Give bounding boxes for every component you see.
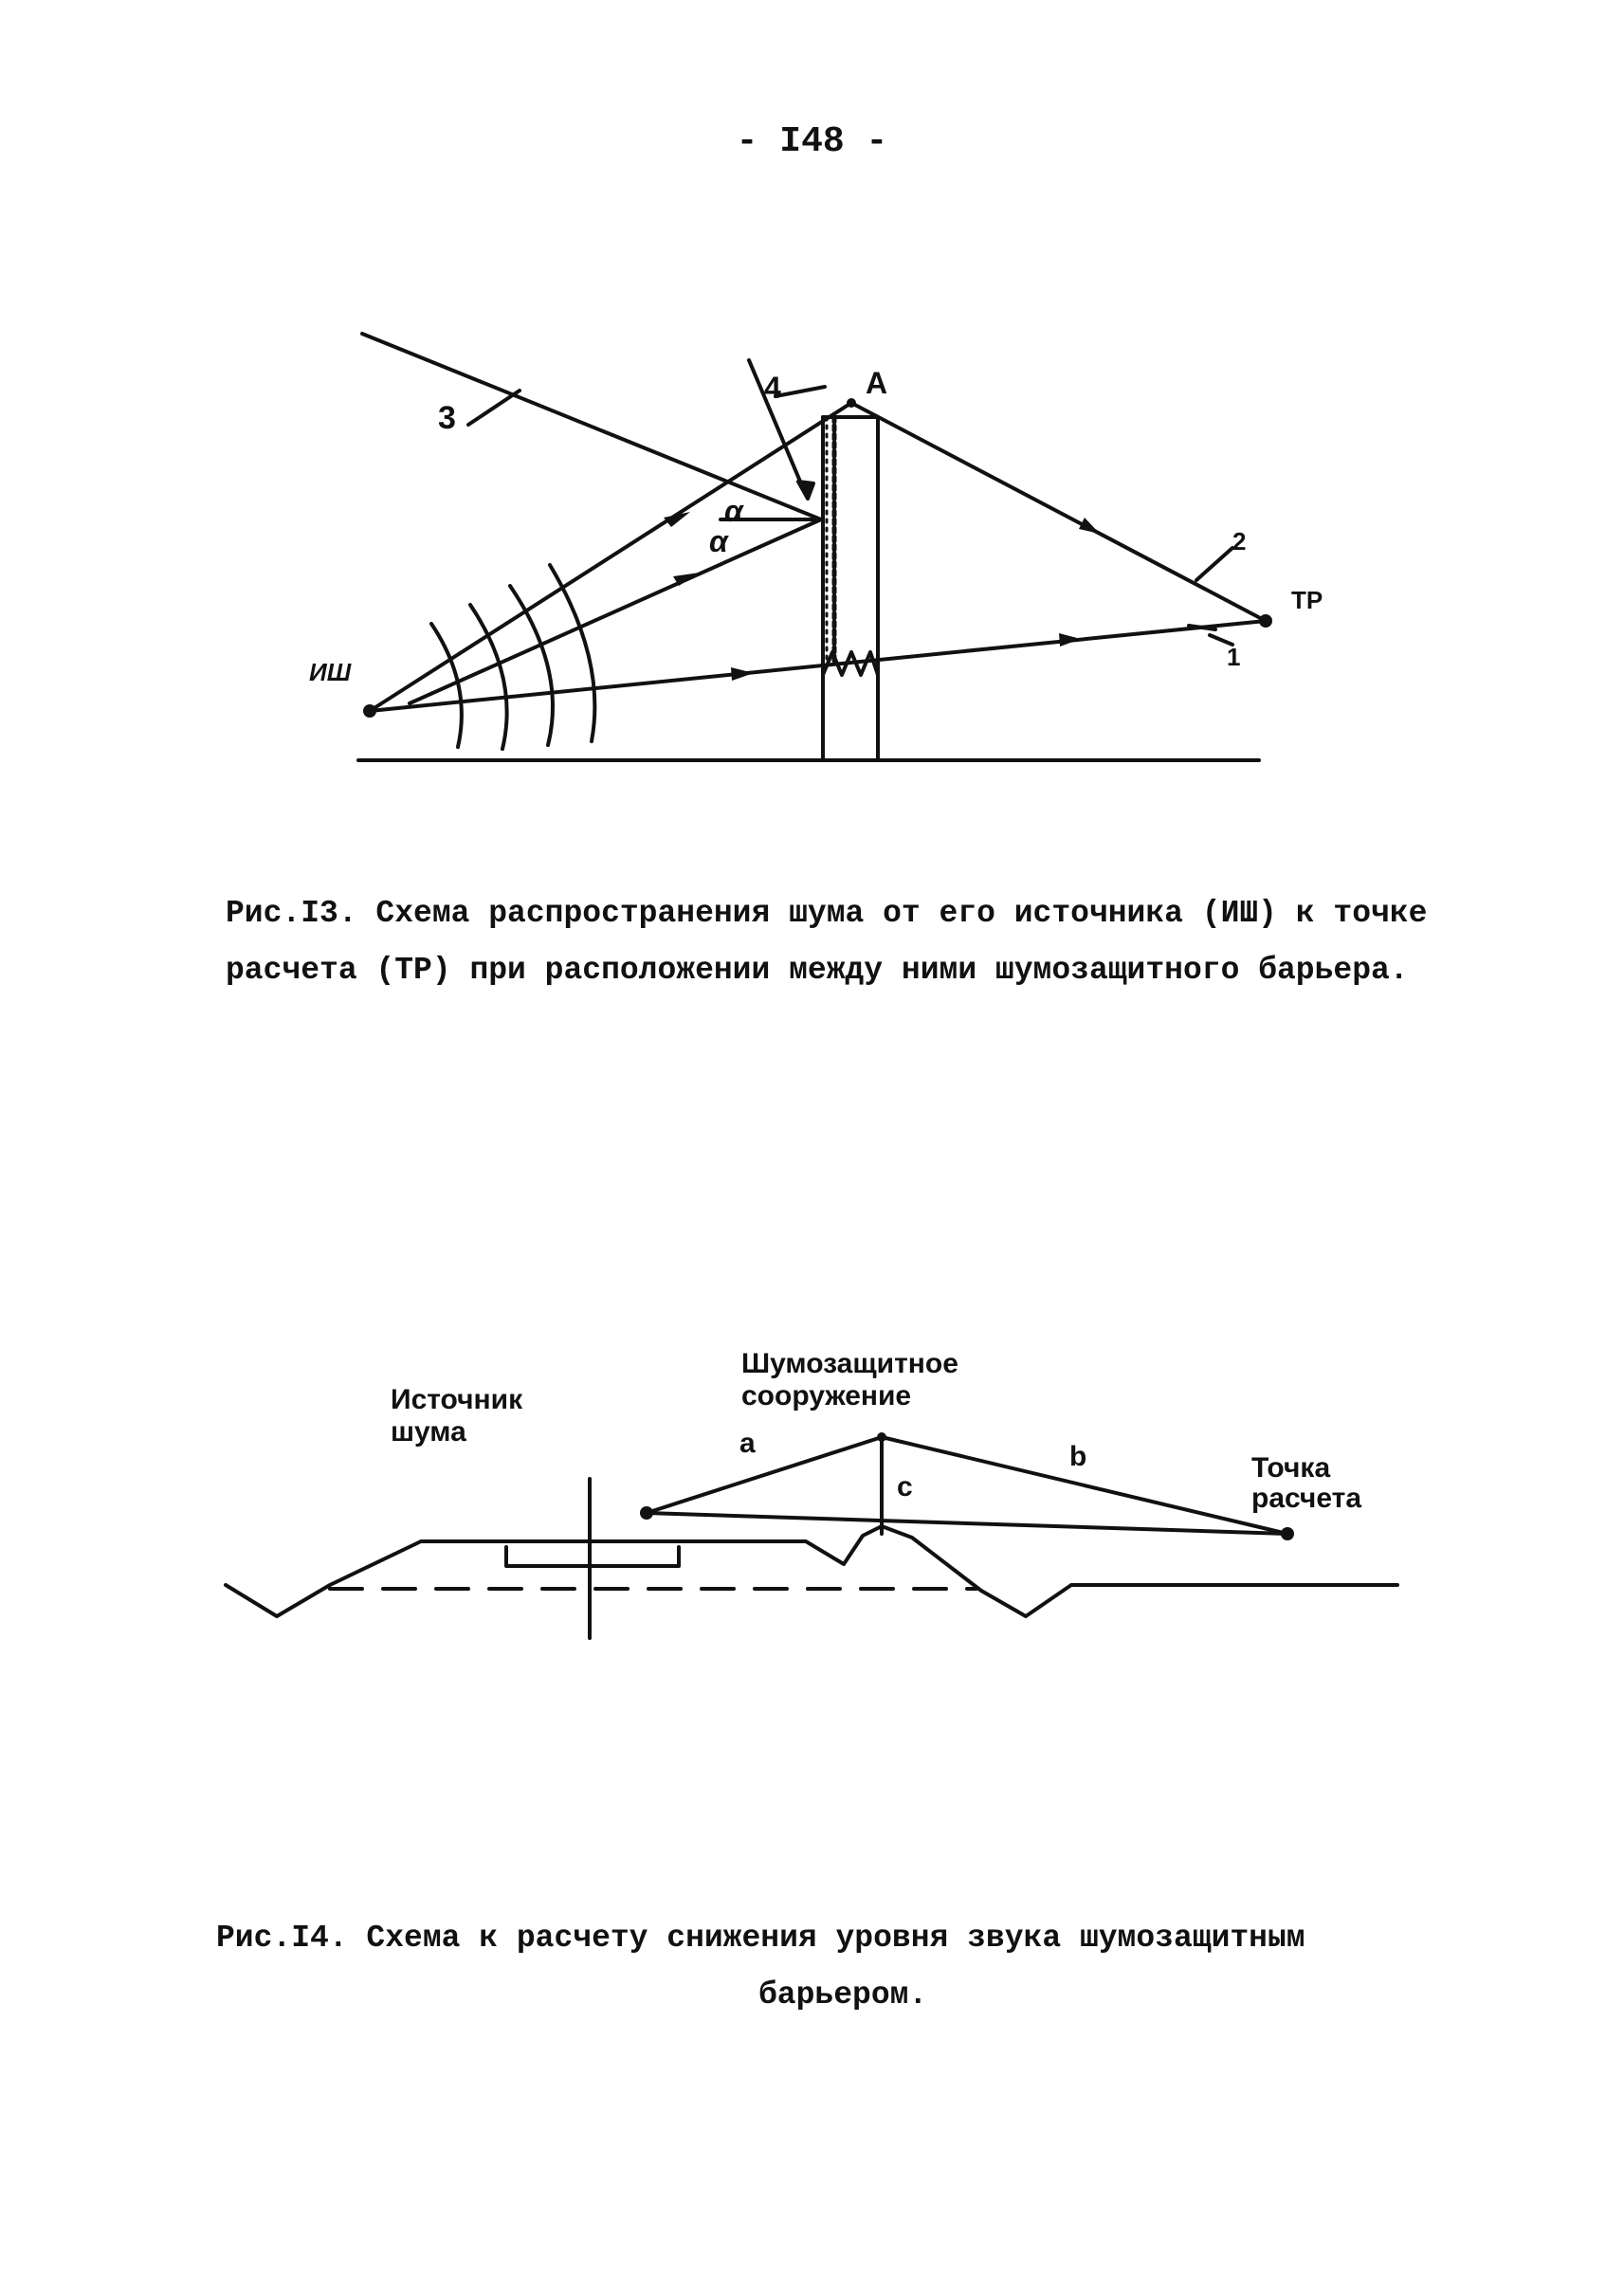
label-source: ИШ: [309, 658, 352, 686]
arrow-head: [731, 667, 754, 681]
arrow-head: [1079, 518, 1100, 534]
ray-reflected: [410, 519, 821, 703]
figure-14-caption: [216, 1910, 1449, 2024]
receiver-point: [1259, 614, 1272, 628]
label-ray-1: 1: [1227, 643, 1241, 671]
ray-diffracted-to-receiver: [851, 403, 1266, 621]
label-side-b: b: [1069, 1441, 1087, 1472]
figure-13-caption: Рис.I3. Схема распространения шума от его источника (ИШ) к точке расчета (ТР) при расположении между ними шумозащитного барьера.: [226, 896, 1428, 988]
label-alpha-lower: α: [709, 524, 728, 558]
label-receiver: ТР: [1291, 586, 1323, 614]
label-source-2: шума: [391, 1416, 466, 1448]
label-source-1: Источник: [391, 1384, 523, 1415]
source-point: [363, 704, 376, 718]
figure-14-caption-line-2: барьером.: [758, 1977, 928, 2013]
label-receiver-2: расчета: [1251, 1483, 1362, 1514]
receiver-point: [1281, 1527, 1294, 1540]
label-barrier-title-2: сооружение: [741, 1380, 912, 1412]
label-side-c: c: [897, 1471, 913, 1503]
arrow-head: [1059, 633, 1081, 647]
label-ray-4: 4: [764, 371, 781, 405]
ray-3: [362, 334, 821, 519]
source-point: [640, 1506, 653, 1520]
label-ray-3: 3: [438, 400, 456, 436]
label-point-a: A: [866, 366, 888, 400]
barrier-top-point: [877, 1432, 886, 1442]
label-side-a: a: [739, 1428, 756, 1459]
figure-14-diagram: [0, 1308, 1624, 1687]
terrain-profile: [226, 1526, 1397, 1616]
page-number: - I48 -: [736, 121, 888, 162]
label-barrier-title-1: Шумозащитное: [741, 1348, 958, 1379]
side-direct: [647, 1513, 1287, 1534]
figure-13-diagram: [0, 0, 1624, 834]
label-receiver-1: Точка: [1251, 1452, 1331, 1484]
figure-14-caption-line-1: Рис.I4. Схема к расчету снижения уровня звука шумозащитным: [216, 1921, 1305, 1956]
road-pad: [506, 1547, 679, 1566]
ray-diffracted-to-top: [370, 403, 851, 711]
label-ray-2: 2: [1232, 527, 1247, 556]
barrier-wall: [823, 417, 878, 760]
label-alpha-upper: α: [724, 494, 743, 528]
side-a: [647, 1437, 882, 1513]
ray-direct: [370, 621, 1266, 711]
